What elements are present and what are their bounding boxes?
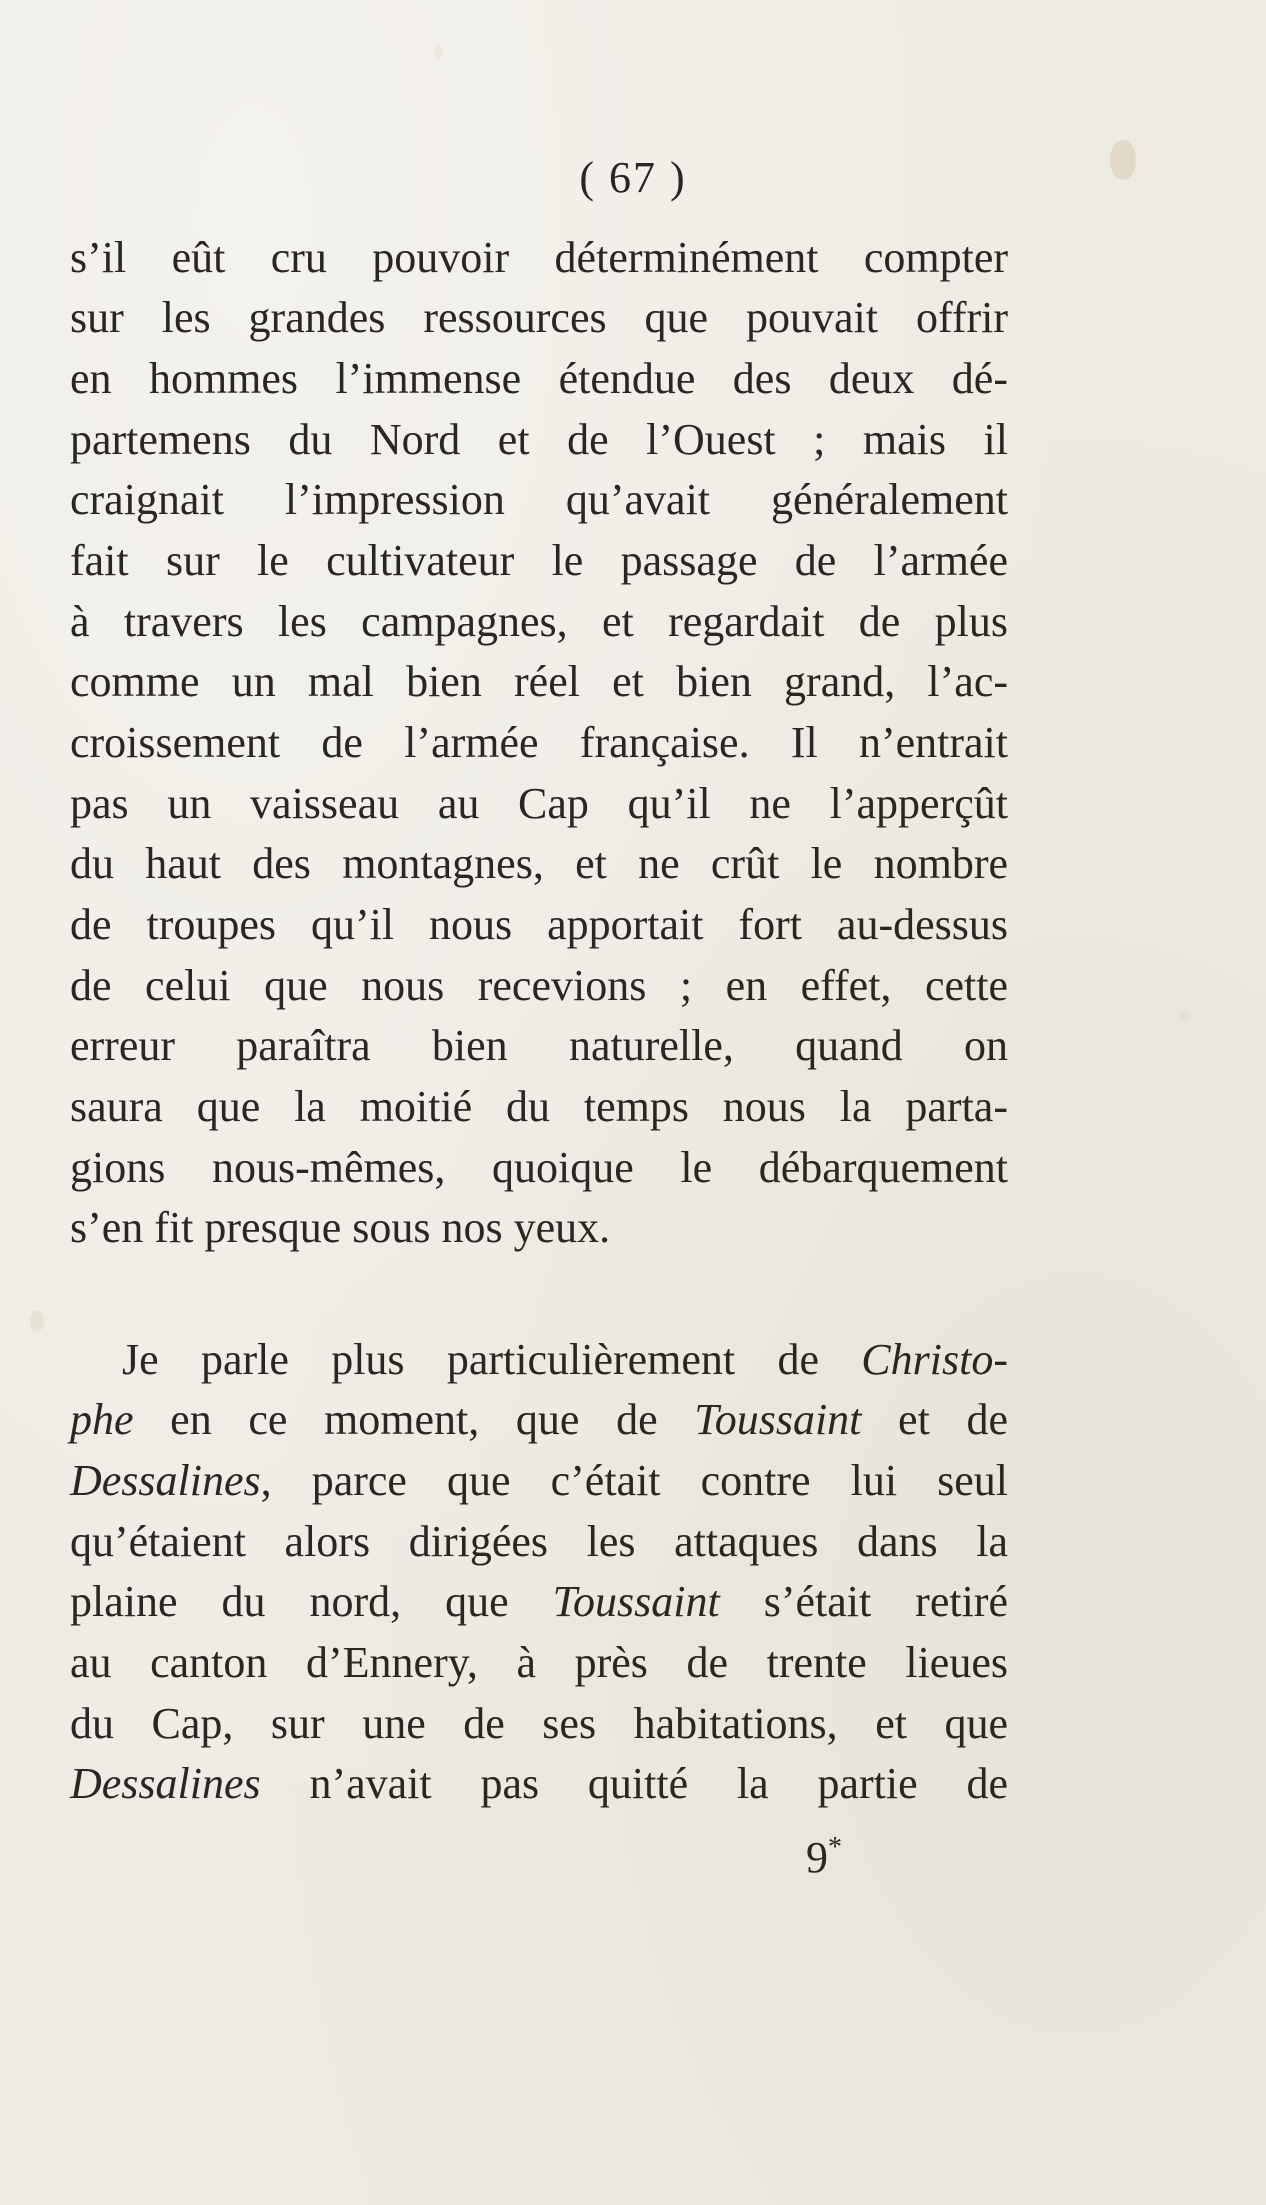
text-run: Je parle plus particulièrement de bbox=[122, 1335, 862, 1384]
person-name: phe bbox=[70, 1395, 134, 1444]
paper-stain bbox=[30, 1310, 44, 1332]
text-line: de troupes qu’il nous apportait fort au-dessus bbox=[70, 900, 1008, 949]
text-line: à travers les campagnes, et regardait de plus bbox=[70, 597, 1008, 646]
text-line: fait sur le cultivateur le passage de l’armée bbox=[70, 536, 1008, 585]
signature-number: 9 bbox=[806, 1833, 828, 1882]
text-run: plaine du nord, que bbox=[70, 1577, 553, 1626]
page-number: ( 67 ) bbox=[579, 153, 687, 202]
text-run: n’avait pas quitté la partie de bbox=[260, 1759, 1008, 1808]
paper-stain bbox=[1180, 1010, 1190, 1022]
text-run: et de bbox=[861, 1395, 1008, 1444]
text-line bbox=[70, 1451, 1008, 1511]
signature-mark bbox=[806, 1818, 842, 1888]
text-run: en ce moment, que de bbox=[133, 1395, 695, 1444]
text-line: s’il eût cru pouvoir déterminément compter bbox=[70, 233, 1008, 282]
text-line bbox=[122, 1330, 1008, 1390]
text-line: erreur paraîtra bien naturelle, quand on bbox=[70, 1021, 1008, 1070]
text-line: pas un vaisseau au Cap qu’il ne l’apperçût bbox=[70, 779, 1008, 828]
text-run: , parce que c’était contre lui seul bbox=[260, 1456, 1008, 1505]
text-line bbox=[70, 1572, 1008, 1632]
person-name: Toussaint bbox=[694, 1395, 862, 1444]
paper-stain bbox=[435, 45, 443, 59]
text-line: saura que la moitié du temps nous la parta- bbox=[70, 1082, 1008, 1131]
text-line: comme un mal bien réel et bien grand, l’ac- bbox=[70, 657, 1008, 706]
text-line: gions nous-mêmes, quoique le débarquement bbox=[70, 1143, 1008, 1192]
text-line: de celui que nous recevions ; en effet, cette bbox=[70, 961, 1008, 1010]
text-line: s’en fit presque sous nos yeux. bbox=[70, 1203, 611, 1252]
text-line bbox=[70, 1754, 1008, 1814]
text-line: du Cap, sur une de ses habitations, et que bbox=[70, 1699, 1008, 1748]
person-name: Christo- bbox=[861, 1335, 1008, 1384]
text-line: au canton d’Ennery, à près de trente lieues bbox=[70, 1638, 1008, 1687]
text-line: du haut des montagnes, et ne crût le nombre bbox=[70, 839, 1008, 888]
person-name: Dessalines bbox=[70, 1759, 261, 1808]
text-line: partemens du Nord et de l’Ouest ; mais il bbox=[70, 415, 1008, 464]
text-line: en hommes l’immense étendue des deux dé- bbox=[70, 354, 1008, 403]
text-line bbox=[70, 1390, 1008, 1450]
text-line: croissement de l’armée française. Il n’entrait bbox=[70, 718, 1008, 767]
text-line: qu’étaient alors dirigées les attaques dans la bbox=[70, 1517, 1008, 1566]
text-line: craignait l’impression qu’avait généralement bbox=[70, 475, 1008, 524]
person-name: Toussaint bbox=[552, 1577, 720, 1626]
text-run: s’était retiré bbox=[719, 1577, 1008, 1626]
text-line: sur les grandes ressources que pouvait offrir bbox=[70, 293, 1008, 342]
signature-star: * bbox=[828, 1832, 842, 1863]
person-name: Dessalines bbox=[70, 1456, 261, 1505]
